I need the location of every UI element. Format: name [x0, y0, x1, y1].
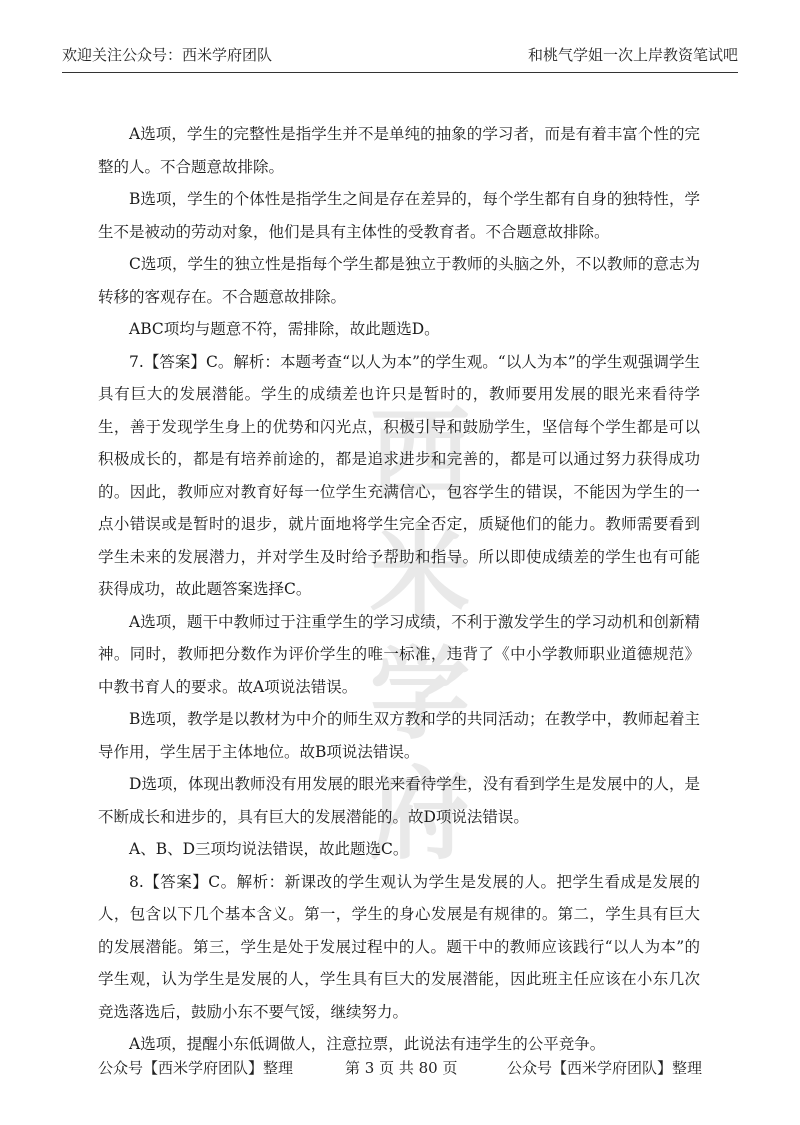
footer-left-text: 公众号【西米学府团队】整理	[98, 1059, 294, 1077]
watermark-char: 府	[370, 756, 470, 873]
paragraph-option-b-individuality: B选项，学生的个体性是指学生之间是存在差异的，每个学生都有自身的独特性，学生不是被动的劳动对象，他们是具有主体性的受教育者。不合题意故排除。	[98, 190, 700, 241]
paragraph-q8-option-a: A选项，提醒小东低调做人，注意拉票，此说法有违学生的公平竞争。	[129, 1035, 606, 1053]
watermark-char: 米	[370, 516, 470, 633]
header-divider	[62, 72, 738, 73]
paragraph-q7-option-b: B选项，教学是以教材为中介的师生双方教和学的共同活动；在教学中，教师起着主导作用，学生居于主体地位。故B项说法错误。	[98, 710, 700, 761]
paragraph-conclusion-q6: ABC项均与题意不符，需排除，故此题选D。	[129, 320, 440, 338]
page-header	[62, 44, 738, 66]
header-right-text: 和桃气学姐一次上岸教资笔试吧	[527, 46, 738, 64]
paragraph-q7-answer: 7.【答案】C。解析：本题考查“以人为本”的学生观。“以人为本”的学生观强调学生具有巨大的发展潜能。学生的成绩差也许只是暂时的，教师要用发展的眼光来看待学生，善于发现学生身上的优势和闪光点，积极引导和鼓励学生，坚信每个学生都是可以积极成长的，都是有培养前途的，都是追求进步和完善的，都是可以通过努力获得成功的。因此，教师应对教育好每一位学生充满信心，包容学生的错误，不能因为学生的一点小错误或是暂时的退步，就片面地将学生完全否定，质疑他们的能力。教师需要看到学生未来的发展潜力，并对学生及时给予帮助和指导。所以即使成绩差的学生也有可能获得成功，故此题答案选择C。	[98, 352, 700, 598]
paragraph-q7-option-d: D选项，体现出教师没有用发展的眼光来看待学生，没有看到学生是发展中的人，是不断成长和进步的，具有巨大的发展潜能的。故D项说法错误。	[98, 775, 700, 826]
watermark-char: 学	[370, 636, 470, 753]
paragraph-option-a-completeness: A选项，学生的完整性是指学生并不是单纯的抽象的学习者，而是有着丰富个性的完整的人。不合题意故排除。	[98, 125, 700, 176]
paragraph-q7-conclusion: A、B、D三项均说法错误，故此题选C。	[129, 840, 409, 858]
footer-right-text: 公众号【西米学府团队】整理	[506, 1059, 702, 1077]
header-left-text: 欢迎关注公众号：西米学府团队	[62, 46, 273, 64]
paragraph-q8-answer: 8.【答案】C。解析：新课改的学生观认为学生是发展的人。把学生看成是发展的人，包含以下几个基本含义。第一，学生的身心发展是有规律的。第二，学生具有巨大的发展潜能。第三，学生是处于发展过程中的人。题干中的教师应该践行“以人为本”的学生观，认为学生是发展的人，学生具有巨大的发展潜能，因此班主任应该在小东几次竞选落选后，鼓励小东不要气馁，继续努力。	[98, 872, 700, 1021]
paragraph-option-c-independence: C选项，学生的独立性是指每个学生都是独立于教师的头脑之外，不以教师的意志为转移的客观存在。不合题意故排除。	[98, 255, 700, 306]
page-number: 第 3 页 共 80 页	[345, 1059, 458, 1077]
paragraph-q7-option-a: A选项，题干中教师过于注重学生的学习成绩，不利于激发学生的学习动机和创新精神。同时，教师把分数作为评价学生的唯一标准，违背了《中小学教师职业道德规范》中教书育人的要求。故A项说法错误。	[98, 612, 700, 696]
watermark-char: 西	[370, 396, 470, 513]
document-body	[98, 118, 700, 1061]
